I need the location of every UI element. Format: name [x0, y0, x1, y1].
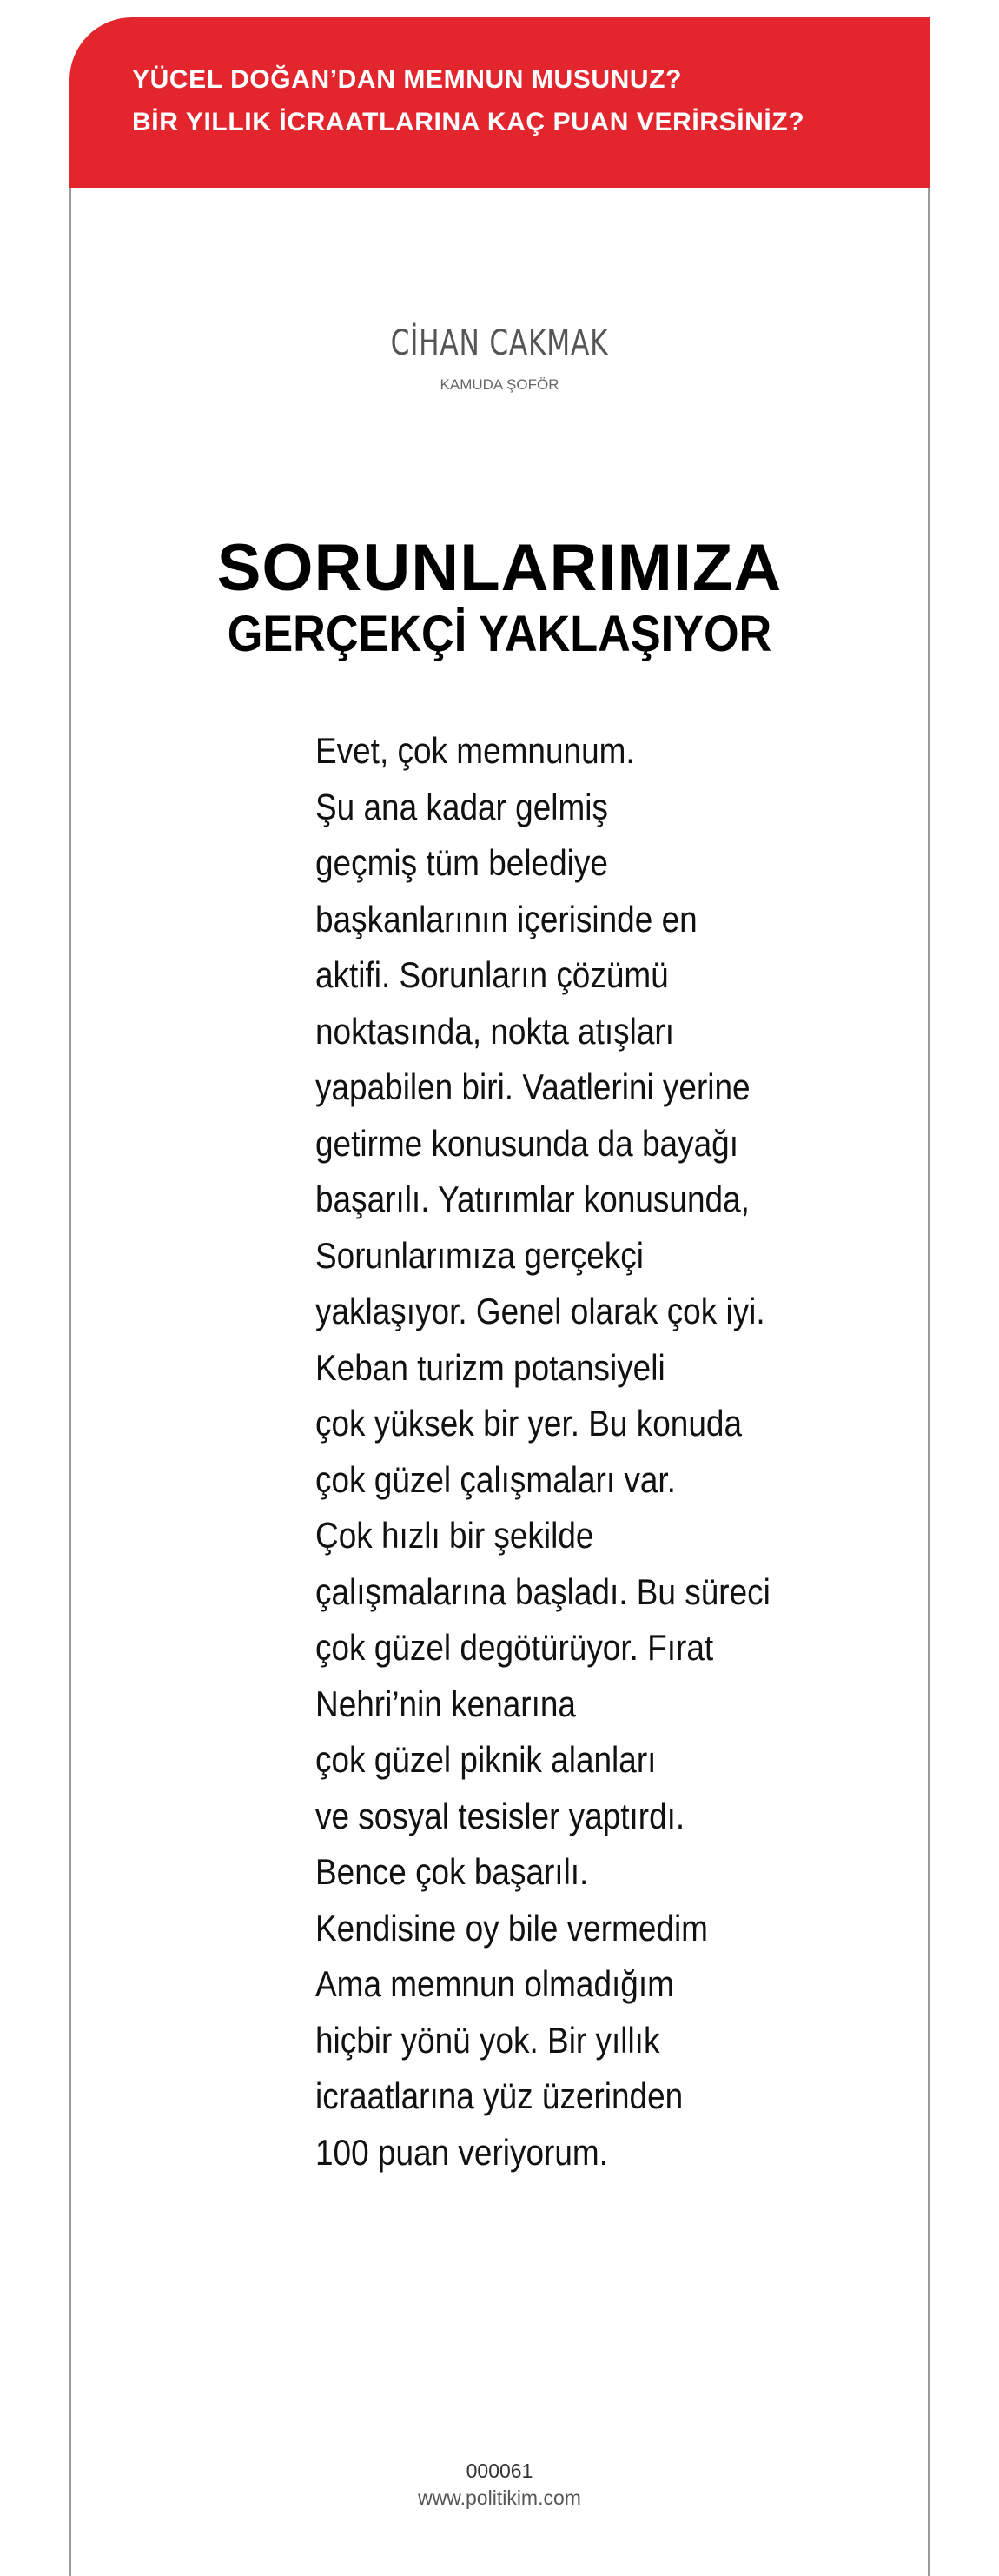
answer-line: başkanlarının içerisinde en	[315, 898, 698, 939]
interviewee-name: CİHAN CAKMAK	[390, 323, 609, 363]
answer-line: çok güzel degötürüyor. Fırat	[315, 1627, 714, 1668]
answer-line: getirme konusunda da bayağı	[315, 1122, 738, 1164]
answer-line: icraatlarına yüz üzerinden	[315, 2075, 684, 2116]
answer-line: Çok hızlı bir şekilde	[315, 1515, 594, 1556]
answer-line: noktasında, nokta atışları	[315, 1010, 674, 1052]
headline-line-2: GERÇEKÇİ YAKLAŞIYOR	[227, 606, 772, 662]
answer-line: yaklaşıyor. Genel olarak çok iyi.	[315, 1291, 765, 1331]
answer-line: çalışmalarına başladı. Bu süreci	[315, 1570, 771, 1612]
answer-line: hiçbir yönü yok. Bir yıllık	[315, 2019, 660, 2061]
answer-line: yapabilen biri. Vaatlerini yerine	[315, 1066, 751, 1107]
answer-line: Nehri’nin kenarına	[315, 1683, 576, 1724]
answer-line: Keban turizm potansiyeli	[315, 1346, 665, 1388]
banner-question-line-2: BİR YILLIK İCRAATLARINA KAÇ PUAN VERİRSİNİZ?	[132, 108, 805, 136]
answer-line: geçmiş tüm belediye	[315, 842, 608, 883]
interviewee-role: KAMUDA ŞOFÖR	[440, 376, 559, 393]
answer-line: ve sosyal tesisler yaptırdı.	[315, 1795, 685, 1836]
interview-answer	[315, 723, 941, 2181]
answer-line: çok güzel çalışmaları var.	[315, 1458, 676, 1500]
answer-line: başarılı. Yatırımlar konusunda,	[315, 1178, 750, 1219]
page-number: 000061	[466, 2460, 533, 2482]
website-url: www.politikim.com	[418, 2486, 581, 2509]
answer-line: aktifi. Sorunların çözümü	[315, 954, 669, 995]
answer-line: Evet, çok memnunum.	[315, 730, 635, 771]
answer-line: çok güzel piknik alanları	[315, 1739, 657, 1780]
answer-line: Sorunlarımıza gerçekçi	[315, 1234, 644, 1276]
answer-line: Şu ana kadar gelmiş	[315, 786, 608, 827]
headline-line-1: SORUNLARIMIZA	[216, 531, 783, 605]
answer-line: Bence çok başarılı.	[315, 1851, 589, 1892]
answer-line: Kendisine oy bile vermedim	[315, 1907, 708, 1949]
banner-question-line-1: YÜCEL DOĞAN’DAN MEMNUN MUSUNUZ?	[132, 65, 683, 94]
answer-line: çok yüksek bir yer. Bu konuda	[315, 1403, 743, 1444]
header-banner	[69, 17, 930, 188]
answer-line: 100 puan veriyorum.	[315, 2131, 608, 2173]
answer-line: Ama memnun olmadığım	[315, 1963, 674, 2004]
